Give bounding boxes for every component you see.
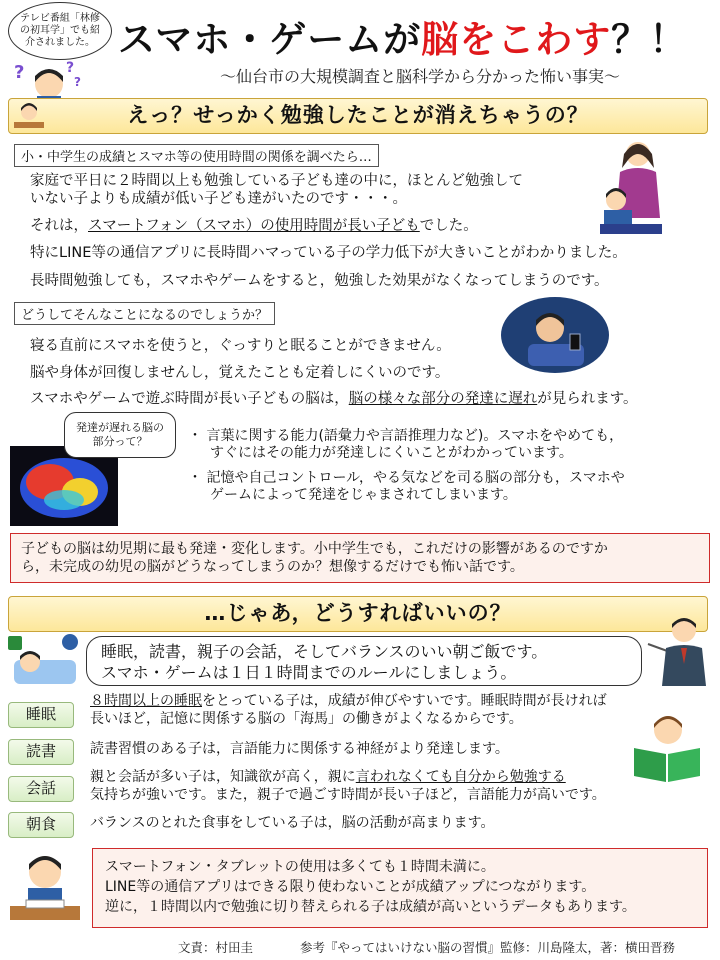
advice-line1: 睡眠，読書，親子の会話，そしてバランスのいい朝ご飯です。 <box>101 642 548 661</box>
svg-text:?: ? <box>66 60 75 76</box>
section2-note <box>10 533 710 583</box>
s1-p2-underline: スマートフォン（スマホ）の使用時間が長い子ども <box>88 218 420 234</box>
svg-text:?: ? <box>74 75 81 89</box>
s1-paragraph1-line1: 家庭で平日に２時間以上も勉強している子ども達の中に，ほとんど勉強して <box>30 173 523 189</box>
item-sleep-line2: 長いほど，記憶に関係する脳の「海馬」の働きがよくなるからです。 <box>90 711 523 727</box>
s1-p2-pre: それは， <box>30 218 88 234</box>
bullet-1-line2: すぐにはその能力が発達しにくいことがわかっています。 <box>210 445 573 461</box>
item-sleep-line1: ８時間以上の睡眠をとっている子は，成績が伸びやすいです。睡眠時間が長ければ <box>90 693 607 709</box>
title-part1: スマホ・ゲームが <box>118 18 422 61</box>
tv-note: テレビ番組「林修の初耳学」でも紹介されました。 <box>20 13 100 48</box>
s1-paragraph3: 特にLINE等の通信アプリに長時間ハマっている子の学力低下が大きいことがわかりました。 <box>30 245 627 261</box>
bullet-2-line1: ・ 記憶や自己コントロール，やる気などを司る脳の部分も，スマホや <box>188 470 625 486</box>
page-title <box>118 18 718 62</box>
svg-text:?: ? <box>14 62 25 83</box>
advice-speech-bubble <box>86 636 642 686</box>
reading-boy-icon <box>628 712 706 784</box>
title-part2: 脳をこわす <box>421 18 612 61</box>
s2-paragraph3 <box>30 390 638 408</box>
bullet-1 <box>188 428 623 462</box>
s1-p2-post: でした。 <box>419 218 478 234</box>
item-conversation-line2: 気持ちが強いです。また，親子で過ごす時間が長い子ほど，言語能力が高いです。 <box>90 787 606 803</box>
mother-child-icon <box>590 138 670 238</box>
s1-paragraph2 <box>30 217 478 235</box>
tv-note-bubble <box>8 2 112 60</box>
tag-sleep: 睡眠 <box>8 702 74 728</box>
s2-note-line2: ら，未完成の幼児の脳がどうなってしまうのか？想像するだけでも怖い話です。 <box>21 559 524 575</box>
brain-bubble-text: 発達が遅れる脳の部分って？ <box>76 421 164 448</box>
banner-student-icon <box>12 100 46 130</box>
tag-breakfast: 朝食 <box>8 812 74 838</box>
teacher-icon <box>646 614 712 688</box>
bullet-2 <box>188 470 625 504</box>
advice-line2: スマホ・ゲームは１日１時間までのルールにしましょう。 <box>101 663 517 682</box>
section1-banner: えっ？せっかく勉強したことが消えちゃうの？ <box>8 98 708 134</box>
s1-paragraph4: 長時間勉強しても，スマホやゲームをすると，勉強した効果がなくなってしまうのです。 <box>30 273 609 289</box>
sleepless-boy-icon <box>500 296 610 374</box>
sleeping-child-icon <box>8 632 80 690</box>
s2-p3-underline: 脳の様々な部分の発達に遅れ <box>348 391 538 407</box>
studying-boy-icon <box>8 850 82 924</box>
brain-icon <box>10 446 118 526</box>
s2-note-line1: 子どもの脳は幼児期に最も発達・変化します。小中学生でも，これだけの影響があるのですか <box>21 541 608 557</box>
summary-line2: LINE等の通信アプリはできる限り使わないことが成績アップにつながります。 <box>105 879 596 895</box>
tag-conversation: 会話 <box>8 776 74 802</box>
bullet-1-line1: ・ 言葉に関する能力(語彙力や言語推理力など)。スマホをやめても， <box>188 428 624 444</box>
s1-paragraph1-line2: いない子よりも成績が低い子ども達がいたのです・・・。 <box>30 191 407 207</box>
section2-label: どうしてそんなことになるのでしょうか？ <box>14 302 275 325</box>
summary-box <box>92 848 708 928</box>
section1-label: 小・中学生の成績とスマホ等の使用時間の関係を調べたら… <box>14 144 379 167</box>
s2-p3-pre: スマホやゲームで遊ぶ時間が長い子どもの脳は， <box>30 391 349 407</box>
s2-p3-post: が見られます。 <box>537 391 638 407</box>
tag-reading: 読書 <box>8 739 74 765</box>
bullet-2-line2: ゲームによって発達をじゃまされてしまいます。 <box>210 487 517 503</box>
credit-author: 文責：村田圭 <box>178 940 254 955</box>
title-part3: ？！ <box>611 18 688 61</box>
summary-line3: 逆に，１時間以内で勉強に切り替えられる子は成績が高いというデータもあります。 <box>105 899 636 915</box>
item-reading-line1: 読書習慣のある子は，言語能力に関係する神経がより発達します。 <box>90 741 509 757</box>
section3-banner: …じゃあ，どうすればいいの？ <box>8 596 708 632</box>
brain-speech-bubble <box>64 412 176 458</box>
item-conversation-line1: 親と会話が多い子は，知識欲が高く，親に言われなくても自分から勉強する <box>90 769 566 785</box>
s2-paragraph2: 脳や身体が回復しませんし，覚えたことも定着しにくいのです。 <box>30 365 450 381</box>
s2-paragraph1: 寝る直前にスマホを使うと，ぐっすりと眠ることができません。 <box>30 338 451 354</box>
summary-line1: スマートフォン・タブレットの使用は多くても１時間未満に。 <box>105 859 495 875</box>
item-breakfast-line1: バランスのとれた食事をしている子は，脳の活動が高まります。 <box>90 815 495 831</box>
page-subtitle: ～仙台市の大規模調査と脳科学から分かった怖い事実～ <box>220 67 621 86</box>
credit-reference: 参考『やってはいけない脳の習慣』監修：川島隆太，著：横田晋務 <box>300 940 676 955</box>
